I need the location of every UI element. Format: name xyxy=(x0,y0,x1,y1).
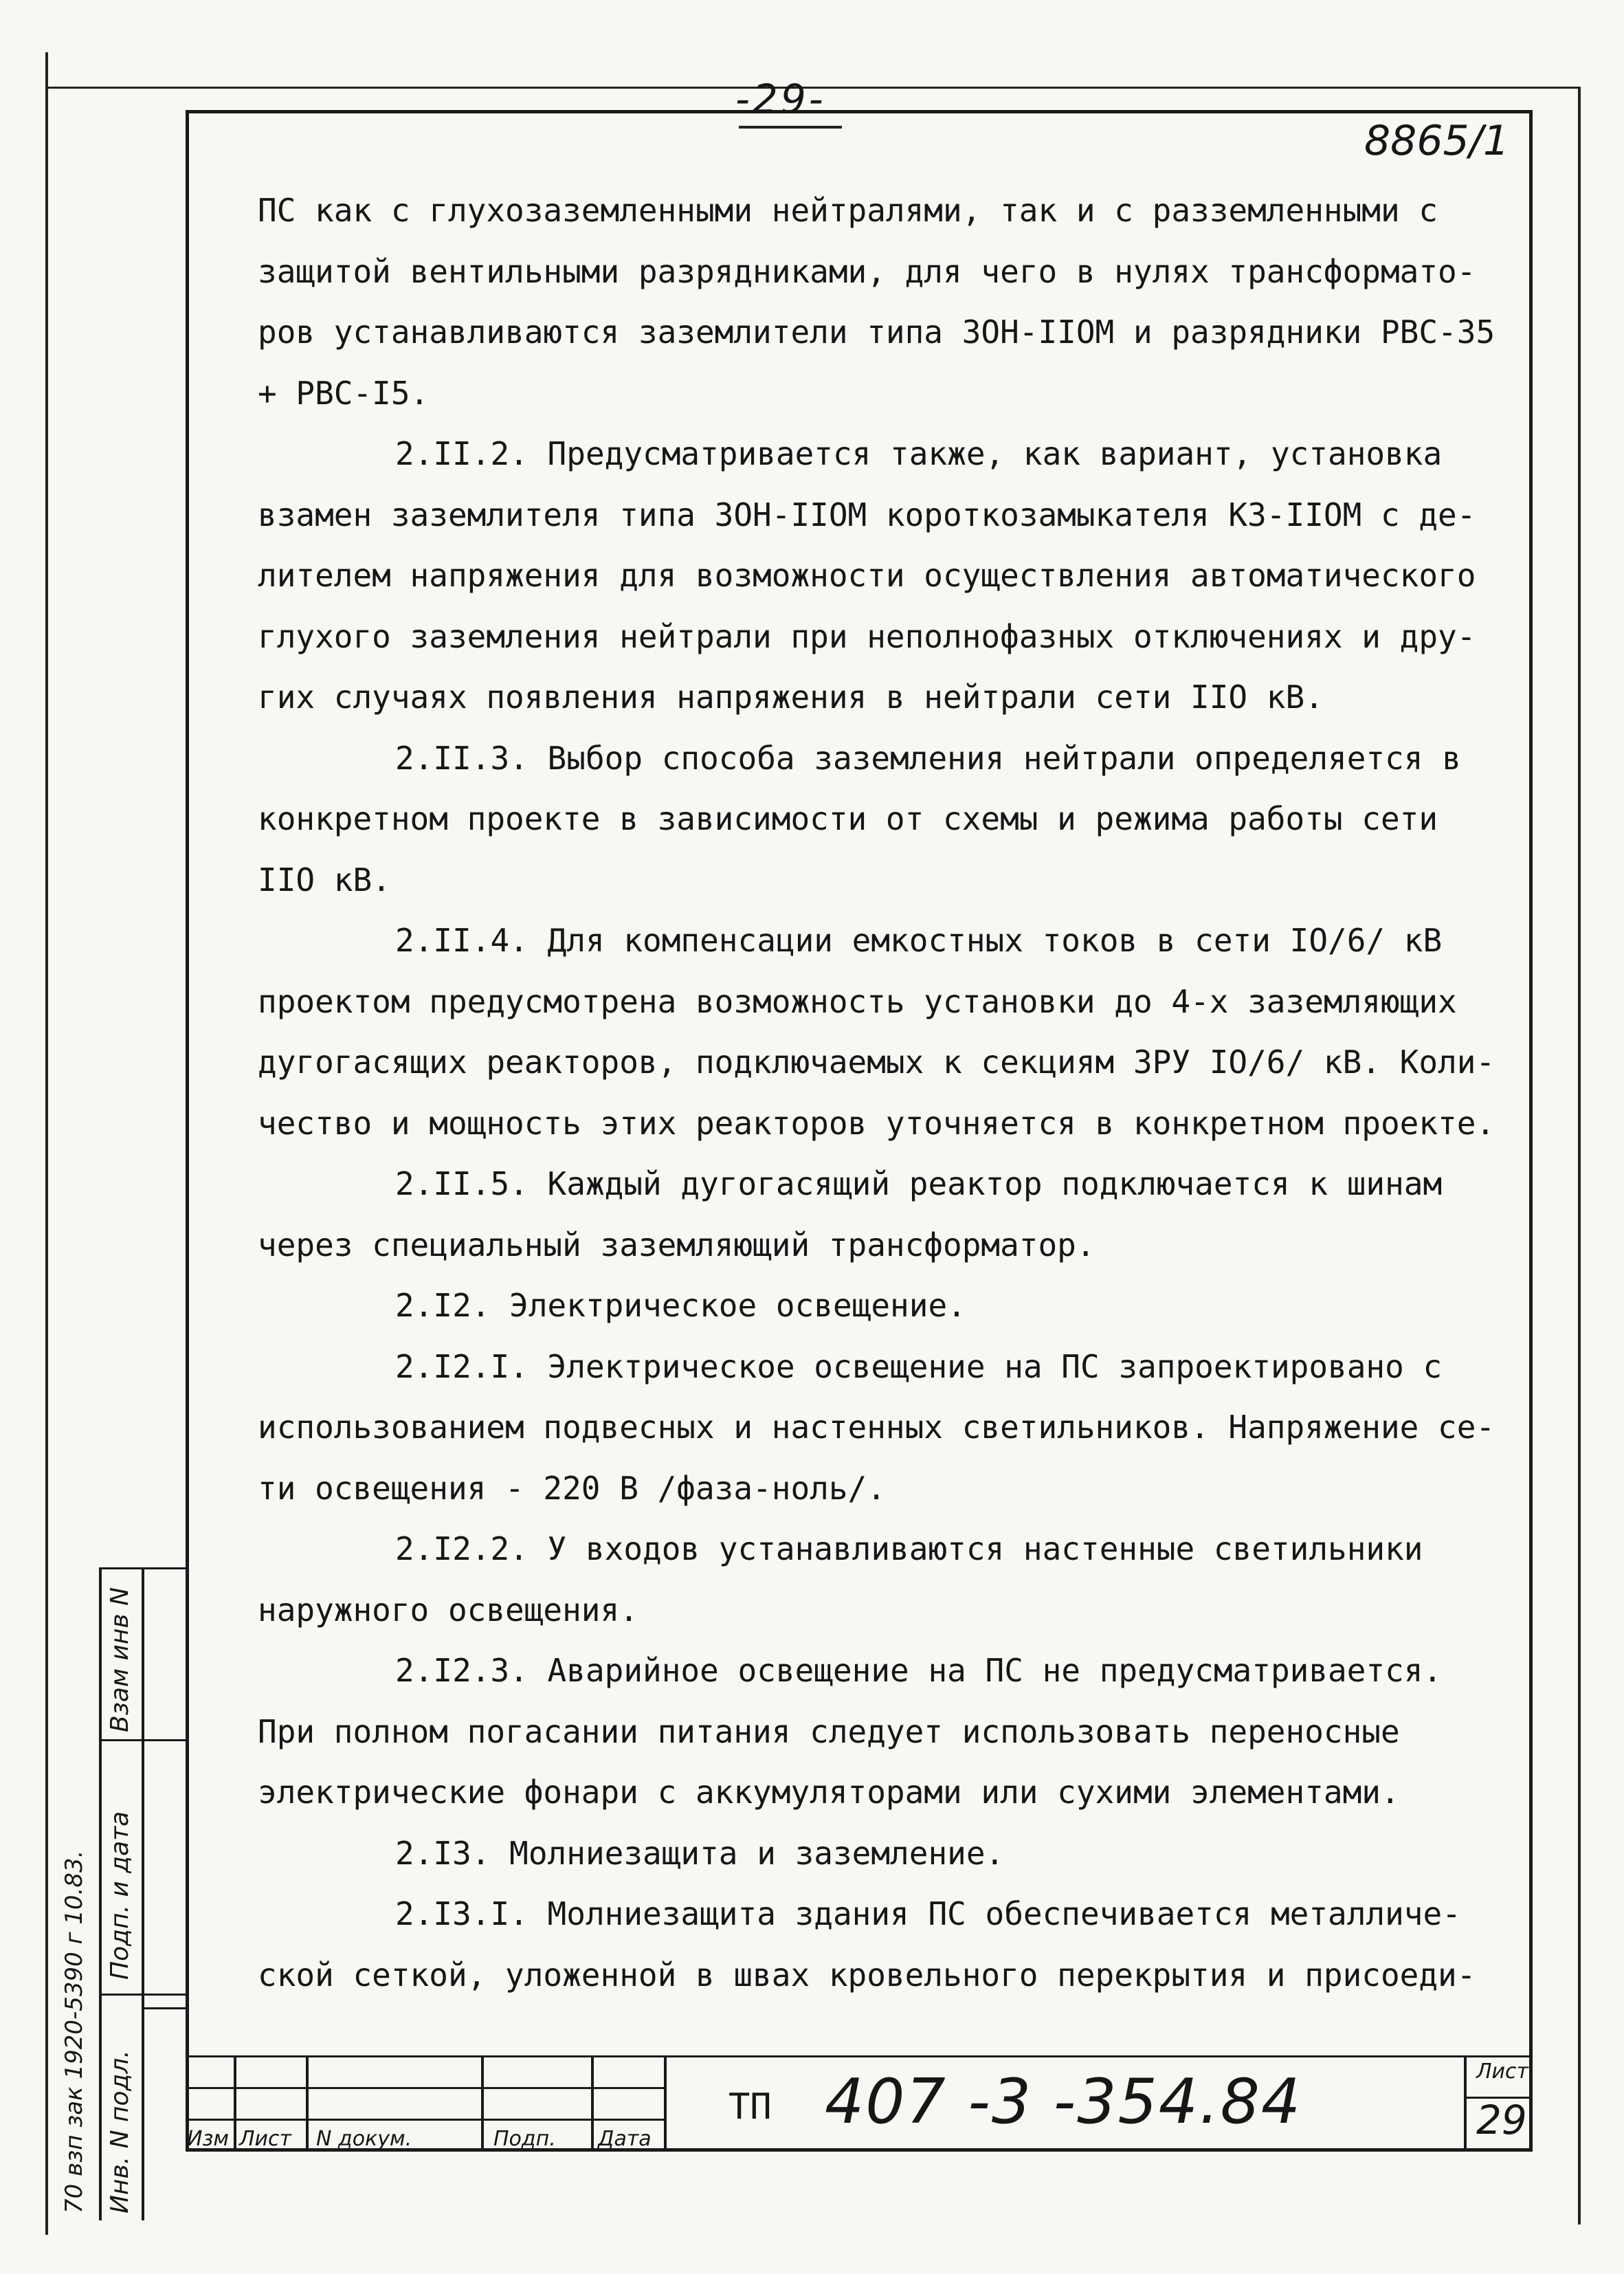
sheet-label: Лист xyxy=(1476,2060,1529,2084)
stamp-row-line xyxy=(142,2007,187,2009)
body-line: 2.II.4. Для компенсации емкостных токов в сети IО/6/ кВ xyxy=(395,922,1443,959)
stamp-inv-podl: Инв. N подл. xyxy=(106,2050,134,2214)
body-line: ров устанавливаются заземлители типа ЗОН-IIОМ и разрядники РВС-35 xyxy=(258,313,1495,351)
doc-designation: 407 -3 -354.84 xyxy=(825,2066,1302,2138)
body-line: ти освещения - 220 В /фаза-ноль/. xyxy=(258,1469,886,1507)
body-line: ПС как с глухозаземленными нейтралями, так и с разземленными с xyxy=(258,192,1438,229)
col-podp-label: Подп. xyxy=(493,2127,556,2151)
page-number: -29- xyxy=(735,76,826,122)
body-line: При полном погасании питания следует использовать переносные xyxy=(258,1712,1400,1750)
body-line: через специальный заземляющий трансформатор. xyxy=(258,1226,1095,1263)
binding-line-right xyxy=(1578,87,1581,2225)
stamp-row-line xyxy=(99,1994,187,1996)
body-line: 2.I2.3. Аварийное освещение на ПС не предусматривается. xyxy=(395,1652,1443,1689)
stamp-col-line xyxy=(99,1567,102,2220)
title-block-row-line xyxy=(186,2119,667,2121)
body-line: 2.I2. Электрическое освещение. xyxy=(395,1287,966,1324)
tp-label: ТП xyxy=(728,2086,772,2128)
title-block-col-line xyxy=(591,2055,594,2152)
body-line: 2.I3.I. Молниезащита здания ПС обеспечивается металличе- xyxy=(395,1895,1461,1932)
stamp-handwritten-note: 70 взп зак 1920-5390 г 10.83. xyxy=(60,1850,88,2214)
body-line: конкретном проекте в зависимости от схемы и режима работы сети xyxy=(258,800,1438,837)
stamp-vzam-inv: Взам инв N xyxy=(106,1587,134,1732)
title-block-col-line xyxy=(481,2055,484,2152)
title-block-col-line xyxy=(664,2055,667,2152)
title-block-col-line xyxy=(1464,2055,1467,2152)
body-text xyxy=(258,180,1515,2005)
body-line: 2.II.5. Каждый дугогасящий реактор подключается к шинам xyxy=(395,1165,1443,1202)
body-line: наружного освещения. xyxy=(258,1591,638,1629)
body-line: 2.I3. Молниезащита и заземление. xyxy=(395,1834,1005,1872)
left-margin-stamp xyxy=(45,1567,187,2220)
body-line: 2.II.3. Выбор способа заземления нейтрали определяется в xyxy=(395,739,1461,777)
col-izm-label: Изм xyxy=(187,2127,230,2151)
sheet-number: 29 xyxy=(1476,2097,1527,2143)
stamp-row-line xyxy=(99,1739,187,1741)
title-block-row-line xyxy=(186,2087,667,2089)
stamp-row-line xyxy=(99,1567,187,1569)
body-line: глухого заземления нейтрали при неполнофазных отключениях и дру- xyxy=(258,617,1476,655)
title-block xyxy=(186,2055,1533,2152)
body-line: взамен заземлителя типа ЗОН-IIОМ короткозамыкателя КЗ-IIОМ с де- xyxy=(258,496,1476,533)
col-data-label: Дата xyxy=(598,2127,652,2151)
title-block-col-line xyxy=(306,2055,309,2152)
col-ndokum-label: N докум. xyxy=(316,2127,412,2151)
body-line: ской сеткой, уложенной в швах кровельного перекрытия и присоеди- xyxy=(258,1956,1476,1994)
body-line: лителем напряжения для возможности осуществления автоматического xyxy=(258,557,1476,594)
body-line: использованием подвесных и настенных светильников. Напряжение се- xyxy=(258,1409,1495,1446)
body-line: электрические фонари с аккумуляторами или сухими элементами. xyxy=(258,1774,1400,1811)
stamp-col-line xyxy=(142,1567,144,2220)
body-line: гих случаях появления напряжения в нейтрали сети IIО кВ. xyxy=(258,678,1324,716)
stamp-podp-data: Подп. и дата xyxy=(106,1811,134,1980)
body-line: 2.II.2. Предусматривается также, как вариант, установка xyxy=(395,435,1443,472)
body-line: защитой вентильными разрядниками, для чего в нулях трансформато- xyxy=(258,252,1476,290)
doc-code-stamp: 8865/1 xyxy=(1364,117,1510,165)
body-line: 2.I2.I. Электрическое освещение на ПС запроектировано с xyxy=(395,1347,1443,1385)
body-line: IIО кВ. xyxy=(258,861,391,898)
title-block-top-border xyxy=(186,2055,1533,2057)
body-line: чество и мощность этих реакторов уточняется в конкретном проекте. xyxy=(258,1104,1495,1142)
body-line: + РВС-I5. xyxy=(258,374,430,412)
body-line: проектом предусмотрена возможность установки до 4-х заземляющих xyxy=(258,982,1457,1020)
title-block-col-line xyxy=(234,2055,236,2152)
body-line: 2.I2.2. У входов устанавливаются настенные светильники xyxy=(395,1530,1423,1567)
page-number-underline xyxy=(739,126,842,129)
col-list-label: Лист xyxy=(239,2127,292,2151)
body-line: дугогасящих реакторов, подключаемых к секциям ЗРУ IО/6/ кВ. Коли- xyxy=(258,1044,1495,1081)
